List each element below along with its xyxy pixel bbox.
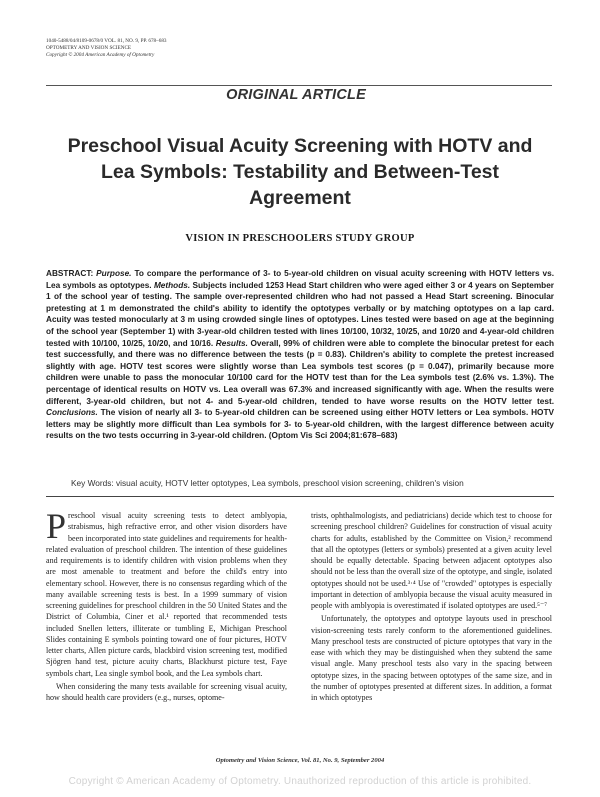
copyright-watermark: Copyright © American Academy of Optometry. Unauthorized reproduction of this article is prohibited. <box>68 776 532 787</box>
section-label: ORIGINAL ARTICLE <box>226 87 366 103</box>
page-footer: Optometry and Vision Science, Vol. 81, No. 9, September 2004 <box>215 757 385 764</box>
paragraph <box>46 506 287 679</box>
paragraph: Unfortunately, the optotypes and optotype layouts used in preschool vision-screening tests rarely conform to the aforementioned guidelines. Many preschool tests are constructed of picture optotypes that vary in the ease with which they may be distinguished when they subtend the same visual angle. Many preschool tests also vary in the spacing between optotype sizes, in the spacing between optotypes of the same size, and in the number of optotypes presented at different sizes. In addition, a format in which optotypes <box>311 614 552 702</box>
paragraph: When considering the many tests available for screening visual acuity, how should health care providers (e.g., nurses, optome- <box>46 681 287 702</box>
divider <box>46 496 554 497</box>
copyright-line: Copyright © 2004 American Academy of Optometry <box>46 52 155 59</box>
conclusions-text: The vision of nearly all 3- to 5-year-old children can be screened using either HOTV letters or Lea symbols. HOTV letters may be slightly more difficult than Lea symbols for 3- to 5-year-old children, with the largest difference between acuity results on the two tests occurring in 3-year-old children. <box>46 408 554 441</box>
results-text: Overall, 99% of children were able to complete the binocular pretest for each test successfully, and there was no difference between the tests (p = 0.83). Children's ability to complete the pretest increased slightly with age. HOTV test scores were slightly worse than Lea symbols test scores (p = 0.047), primarily because more children were unable to pass the monocular 10/100 card for the HOTV test than for the Lea symbols test (2.6% vs. 1.3%). The percentage of identical results on HOTV vs. Lea overall was 67.3% and increased significantly with age. When the results were different, 3-year-old children, but not 4- and 5-year-old children, tended to have worse results on the HOTV letter test. <box>46 338 555 406</box>
journal-line: OPTOMETRY AND VISION SCIENCE <box>46 45 132 52</box>
drop-cap: P <box>46 506 67 546</box>
body-column-right <box>311 510 552 703</box>
paragraph: trists, ophthalmologists, and pediatricians) decide which test to choose for screening preschool children? Guidelines for construction of visual acuity charts for adults, established by the Committee on Vision,² recommend that all the optotypes (letters or symbols) presented at a given acuity level should be equally detectable. Spacing between adjacent optotypes also should not be less than the overall size of the optotype, and single, isolated optotypes should not be used.³·⁴ Use of "crowded" optotypes is especially important in detection of amblyopia because the visual acuity measured in people with amblyopia is overestimated if isolated optotypes are used.⁵⁻⁷ <box>311 511 552 610</box>
conclusions-label: Conclusions. <box>46 408 98 418</box>
journal-meta <box>46 38 167 60</box>
citation: (Optom Vis Sci 2004;81:678–683) <box>268 431 398 441</box>
abstract-label: ABSTRACT: <box>46 269 94 278</box>
methods-label: Methods. <box>153 280 191 290</box>
purpose-label: Purpose. <box>96 269 132 278</box>
paragraph-text: reschool visual acuity screening tests to detect amblyopia, strabismus, high refractive error, and other vision disorders have been incorporated into state guidelines and requirements for health-related evaluation of preschool children. The intention of these guidelines and requirements is to identify children with vision problems when they are most amenable to treatment and before the child's entry into elementary school. However, there is no consensus regarding which of the many available screening tests is best. In a 1999 summary of vision screening guidelines for preschool children in the 50 United States and the District of Columbia, Ciner et al.¹ reported that recommended tests included Snellen letters, illiterate or tumbling E, Michigan Preschool Slides containing E symbols pointing toward one of four pictures, HOTV letter charts, Allen picture cards, blackbird vision screening test, modified Sjögren hand test, picture acuity charts, Blackhurst picture test, Faye symbols chart, Lea single symbol book, and the Lea symbols chart. <box>46 511 287 678</box>
purpose-text: To compare the performance of 3- to 5-year-old children on visual acuity screening with HOTV letters vs. Lea symbols as optotypes. <box>46 269 555 290</box>
results-label: Results. <box>215 338 248 348</box>
body-column-left <box>46 506 287 703</box>
abstract <box>46 268 554 442</box>
issn-line: 1040-5488/04/8109-0678/0 VOL. 81, NO. 9, PP. 678–683 <box>46 38 167 44</box>
authors: VISION IN PRESCHOOLERS STUDY GROUP <box>185 233 415 244</box>
section-bar <box>46 85 552 106</box>
keywords: Key Words: visual acuity, HOTV letter optotypes, Lea symbols, preschool vision screening, children's vision <box>71 478 464 488</box>
article-title: Preschool Visual Acuity Screening with HOTV and Lea Symbols: Testability and Between-Test Agreement <box>67 135 533 209</box>
methods-text: Subjects included 1253 Head Start children who were aged either 3 or 4 years on September 1 of the school year of testing. The sample over-represented children who had not passed a Head Start screening. Binocular pretesting at 1 m demonstrated the child's ability to identify the optotypes verbally or by matching optotypes on a lap card. Acuity was tested monocularly at 3 m using crowded single lines of optotypes. Lines tested were based on age at the beginning of the school year (September 1) with 3-year-old children tested with lines 10/100, 10/32, 10/25, and 10/20 and 4-year-old children tested with 10/100, 10/25, 10/20, and 10/16. <box>46 280 554 348</box>
